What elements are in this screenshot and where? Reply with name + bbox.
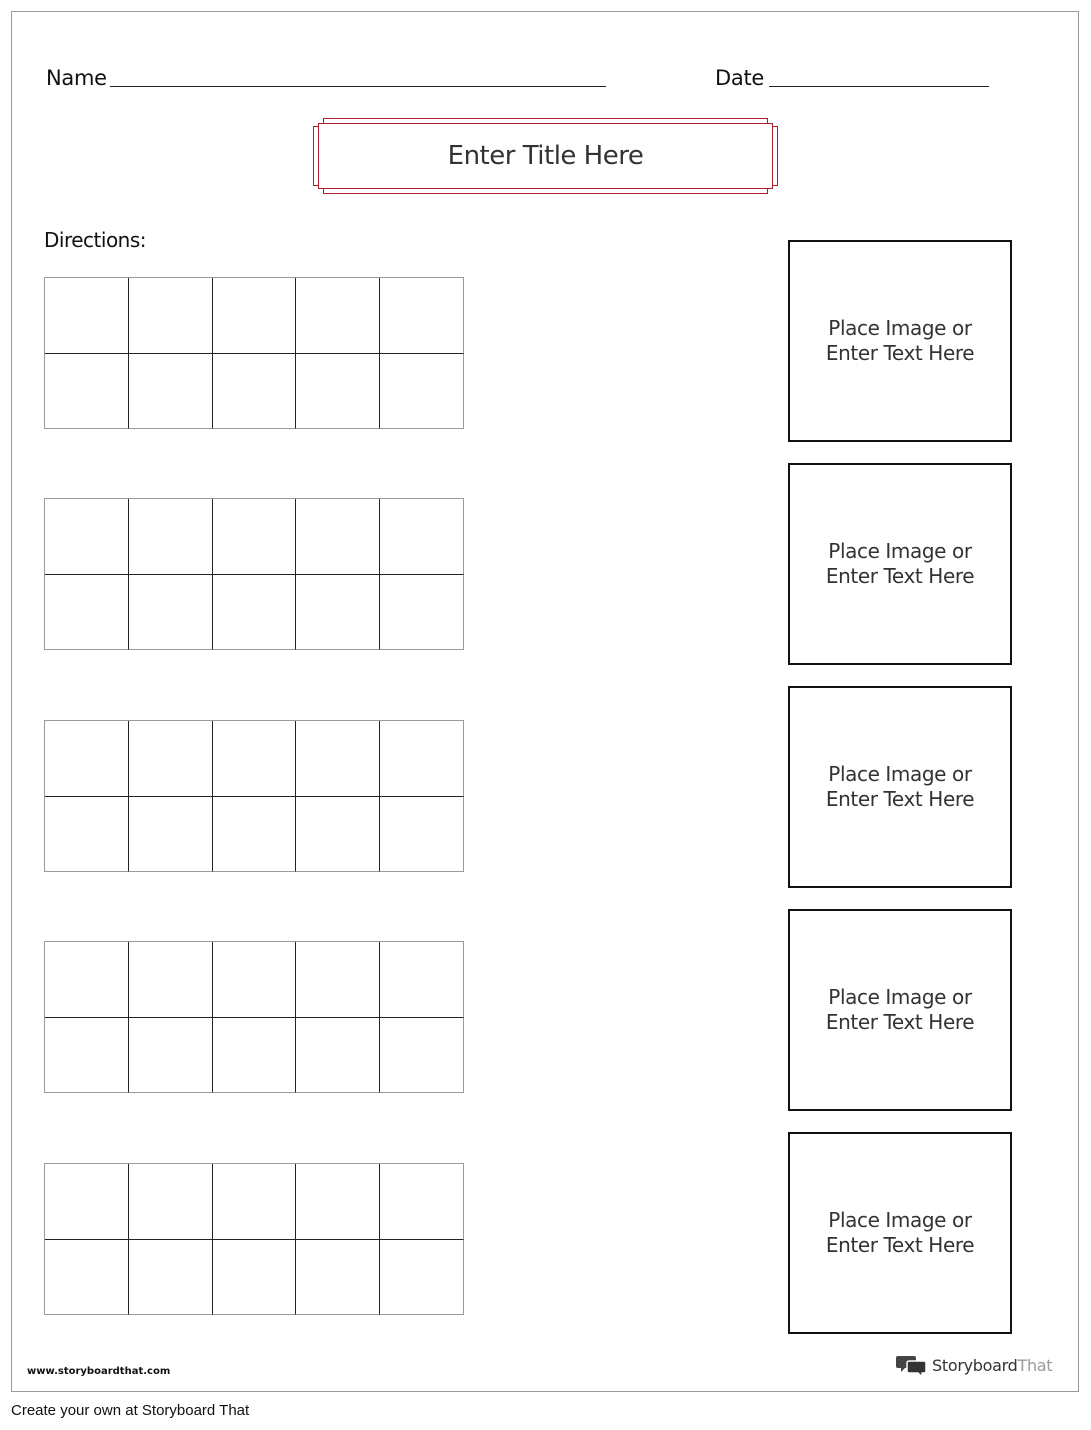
ten-frame-cell[interactable] — [213, 1164, 297, 1240]
ten-frame-cell[interactable] — [213, 797, 297, 873]
ten-frame-cell[interactable] — [129, 354, 213, 430]
ten-frame-cell[interactable] — [129, 499, 213, 575]
ten-frame-cell[interactable] — [129, 942, 213, 1018]
image-text-box[interactable] — [788, 1132, 1012, 1334]
ten-frame-cell[interactable] — [380, 942, 464, 1018]
directions-label: Directions: — [44, 228, 147, 252]
image-text-box[interactable] — [788, 686, 1012, 888]
speech-bubbles-icon — [896, 1353, 928, 1377]
ten-frame-cell[interactable] — [296, 499, 380, 575]
ten-frame-cell[interactable] — [296, 1018, 380, 1094]
ten-frame-cell[interactable] — [45, 942, 129, 1018]
ten-frame-cell[interactable] — [129, 721, 213, 797]
ten-frame-cell[interactable] — [296, 1164, 380, 1240]
image-box-placeholder[interactable]: Place Image or Enter Text Here — [825, 985, 975, 1034]
ten-frame-cell[interactable] — [45, 1018, 129, 1094]
ten-frame-cell[interactable] — [45, 1164, 129, 1240]
date-field-line[interactable] — [769, 86, 989, 87]
ten-frame-cell[interactable] — [380, 278, 464, 354]
image-box-placeholder[interactable]: Place Image or Enter Text Here — [825, 762, 975, 811]
ten-frame-cell[interactable] — [380, 575, 464, 651]
ten-frame-cell[interactable] — [129, 575, 213, 651]
ten-frame-cell[interactable] — [380, 354, 464, 430]
ten-frame-cell[interactable] — [45, 721, 129, 797]
ten-frame-cell[interactable] — [129, 1164, 213, 1240]
ten-frame[interactable] — [44, 1163, 464, 1315]
image-box-placeholder[interactable]: Place Image or Enter Text Here — [825, 539, 975, 588]
image-text-box[interactable] — [788, 909, 1012, 1111]
ten-frame-cell[interactable] — [380, 721, 464, 797]
ten-frame-cell[interactable] — [296, 278, 380, 354]
ten-frame[interactable] — [44, 941, 464, 1093]
footer-url[interactable]: www.storyboardthat.com — [27, 1366, 171, 1377]
ten-frame-cell[interactable] — [213, 1240, 297, 1316]
image-text-box[interactable] — [788, 240, 1012, 442]
ten-frame[interactable] — [44, 277, 464, 429]
ten-frame-cell[interactable] — [213, 1018, 297, 1094]
ten-frame-cell[interactable] — [213, 942, 297, 1018]
ten-frame-cell[interactable] — [213, 278, 297, 354]
ten-frame-cell[interactable] — [296, 721, 380, 797]
ten-frame-cell[interactable] — [45, 499, 129, 575]
ten-frame-cell[interactable] — [213, 721, 297, 797]
create-your-own-caption[interactable]: Create your own at Storyboard That — [11, 1402, 250, 1419]
image-box-placeholder[interactable]: Place Image or Enter Text Here — [825, 1208, 975, 1257]
ten-frame-cell[interactable] — [296, 575, 380, 651]
ten-frame-cell[interactable] — [213, 499, 297, 575]
ten-frame-cell[interactable] — [296, 797, 380, 873]
ten-frame-cell[interactable] — [129, 278, 213, 354]
ten-frame-cell[interactable] — [129, 1018, 213, 1094]
ten-frame-cell[interactable] — [296, 354, 380, 430]
ten-frame-cell[interactable] — [129, 797, 213, 873]
ten-frame[interactable] — [44, 720, 464, 872]
ten-frame-cell[interactable] — [129, 1240, 213, 1316]
ten-frame-cell[interactable] — [380, 797, 464, 873]
ten-frame-cell[interactable] — [45, 1240, 129, 1316]
ten-frame-cell[interactable] — [45, 797, 129, 873]
name-label: Name — [46, 66, 107, 90]
ten-frame-cell[interactable] — [296, 1240, 380, 1316]
date-label: Date — [715, 66, 764, 90]
title-box[interactable] — [318, 123, 773, 189]
ten-frame-cell[interactable] — [380, 1018, 464, 1094]
ten-frame-cell[interactable] — [213, 575, 297, 651]
ten-frame[interactable] — [44, 498, 464, 650]
ten-frame-cell[interactable] — [213, 354, 297, 430]
ten-frame-cell[interactable] — [45, 354, 129, 430]
image-box-placeholder[interactable]: Place Image or Enter Text Here — [825, 316, 975, 365]
name-field-line[interactable] — [110, 86, 606, 87]
ten-frame-cell[interactable] — [380, 1240, 464, 1316]
ten-frame-cell[interactable] — [45, 575, 129, 651]
ten-frame-cell[interactable] — [45, 278, 129, 354]
ten-frame-cell[interactable] — [380, 499, 464, 575]
ten-frame-cell[interactable] — [380, 1164, 464, 1240]
storyboardthat-logo[interactable] — [896, 1353, 1052, 1377]
ten-frame-cell[interactable] — [296, 942, 380, 1018]
worksheet-title[interactable]: Enter Title Here — [447, 141, 644, 171]
brand-name: StoryboardThat — [932, 1355, 1053, 1375]
title-frame[interactable] — [313, 118, 778, 194]
image-text-box[interactable] — [788, 463, 1012, 665]
